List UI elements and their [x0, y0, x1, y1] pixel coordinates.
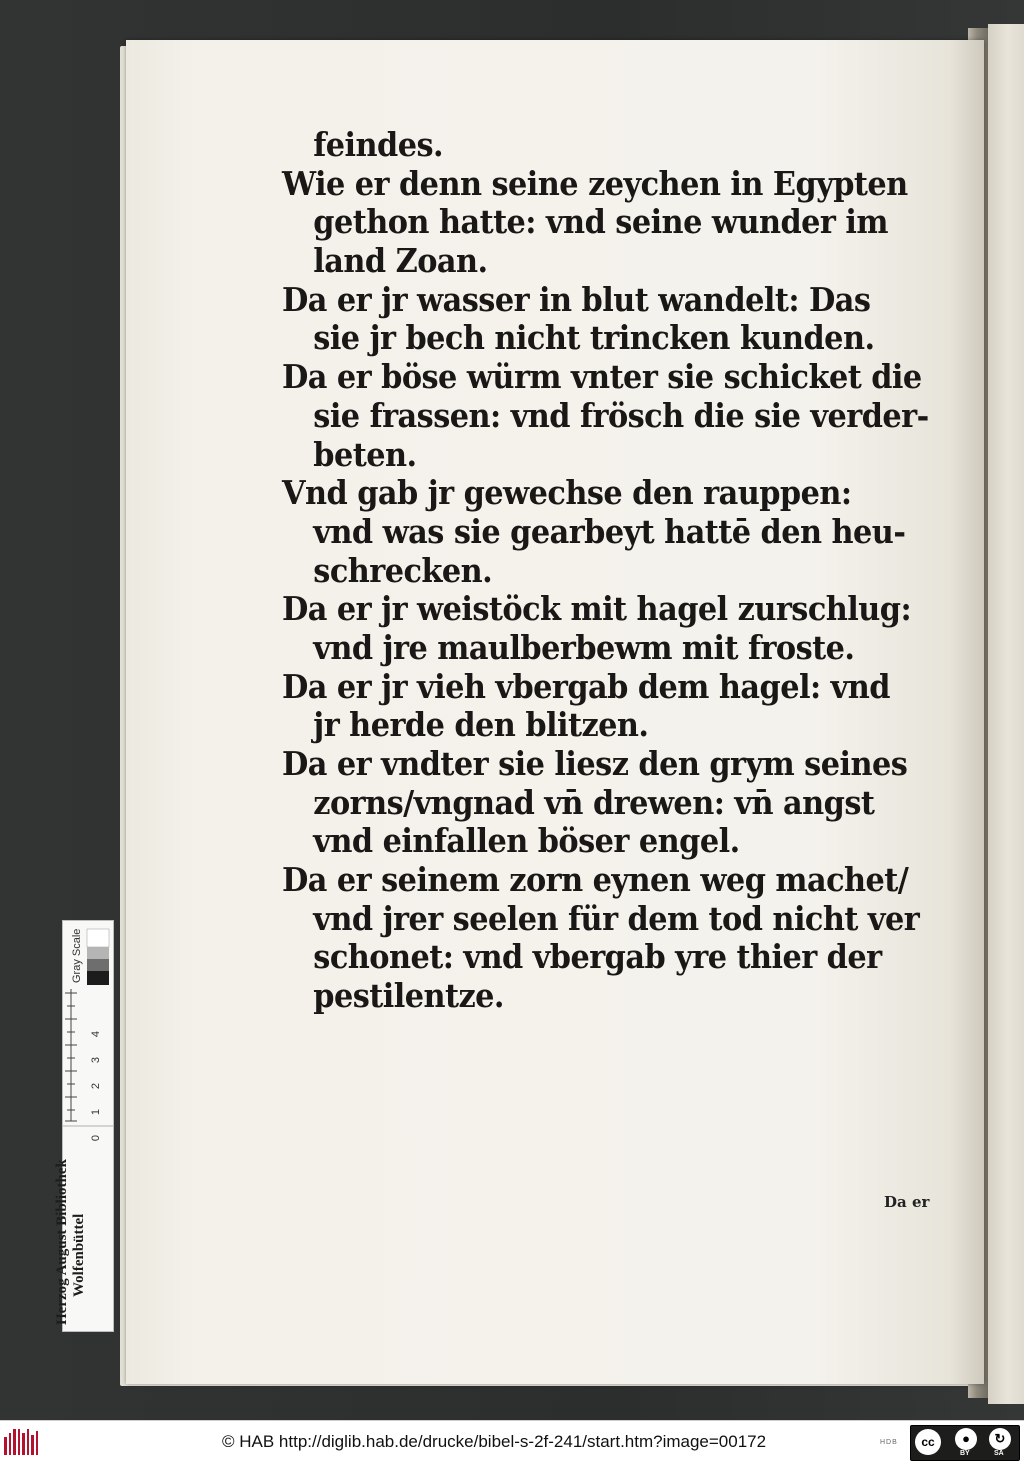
text-line: schrecken.	[313, 550, 493, 590]
footer-bar	[0, 1420, 1024, 1463]
text-line: Da er jr weistöck mit hagel zurschlug:	[282, 589, 912, 629]
text-line: vnd jrer seelen für dem tod nicht ver	[313, 898, 920, 938]
ruler-tick-label: 1	[90, 1108, 103, 1116]
text-line: vnd was sie gearbeyt hattē den heu-	[313, 511, 906, 551]
gray-scale-label: Gray Scale	[71, 928, 83, 983]
text-line: vnd einfallen böser engel.	[313, 821, 740, 861]
share-alike-icon: ↻	[989, 1428, 1011, 1450]
license-sa-label: SA	[994, 1450, 1004, 1457]
citation-link[interactable]: © HAB http://diglib.hab.de/drucke/bibel-s-2f-241/start.htm?image=00172	[222, 1432, 767, 1451]
text-line: Vnd gab jr gewechse den rauppen:	[282, 473, 852, 513]
institution-label	[54, 1115, 88, 1325]
ruler-tick-label: 3	[90, 1056, 103, 1064]
text-line: feindes.	[313, 125, 444, 164]
text-line: jr herde den blitzen.	[313, 705, 649, 745]
catchword: Da er	[884, 1193, 930, 1211]
facing-page	[988, 24, 1024, 1404]
institution-line-2: Wolfenbüttel	[71, 1213, 87, 1297]
text-line: sie jr bech nicht trincken kunden.	[313, 318, 875, 358]
license-by-label: BY	[960, 1450, 970, 1457]
text-line: Da er jr vieh vbergab dem hagel: vnd	[282, 666, 890, 706]
footer-small-text: HDB	[880, 1439, 898, 1446]
text-line: vnd jre maulberbewm mit froste.	[313, 627, 855, 667]
creative-commons-icon: cc	[915, 1429, 941, 1455]
text-line: Da er jr wasser in blut wandelt: Das	[282, 279, 871, 319]
license-badge[interactable]	[910, 1425, 1020, 1461]
ruler-tick-label: 4	[90, 1030, 103, 1038]
text-line: Da er böse würm vnter sie schicket die	[282, 357, 922, 397]
text-line: pestilentze.	[313, 976, 504, 1016]
text-line: beten.	[313, 434, 417, 474]
text-line: Wie er denn seine zeychen in Egypten	[282, 163, 908, 203]
page-text	[282, 126, 932, 1016]
hab-logo-icon[interactable]	[4, 1429, 38, 1455]
text-line: Da er vndter sie liesz den grym seines	[282, 744, 908, 783]
ruler-tick-label: 2	[90, 1082, 103, 1090]
scale-ruler	[54, 920, 114, 1332]
text-line: sie frassen: vnd frösch die sie verder-	[313, 395, 929, 435]
text-line: Da er seinem zorn eynen weg machet/	[282, 860, 909, 900]
text-line: schonet: vnd vbergab yre thier der	[313, 937, 882, 977]
text-line: gethon hatte: vnd seine wunder im	[313, 202, 888, 242]
text-line: zorns/vngnad vn̄ drewen: vn̄ angst	[313, 782, 875, 822]
ruler-tick-label: 0	[90, 1134, 103, 1142]
text-line: land Zoan.	[313, 241, 488, 281]
institution-line-1: Herzog August Bibliothek	[54, 1159, 70, 1325]
attribution-icon: ●	[955, 1428, 977, 1450]
